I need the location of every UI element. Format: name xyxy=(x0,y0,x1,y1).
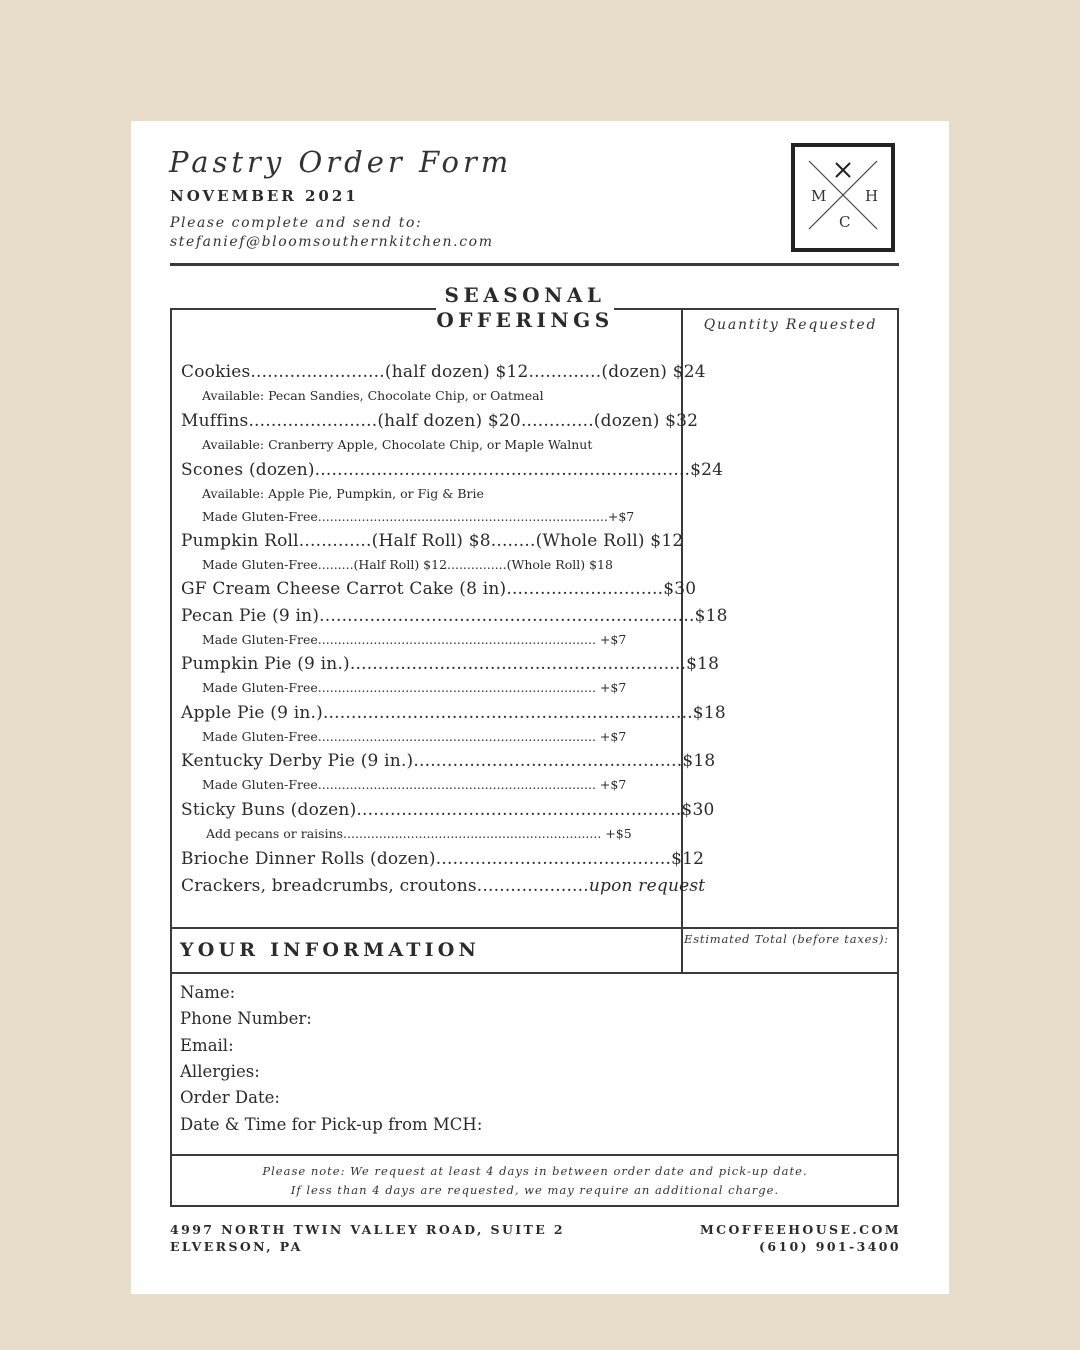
menu-item-text: Available: Pecan Sandies, Chocolate Chip, or Oatmeal xyxy=(202,388,544,403)
menu-item-text: Sticky Buns (dozen)..........................................................$30 xyxy=(181,800,715,820)
menu-item-detail xyxy=(202,680,626,695)
menu-item-text: Pecan Pie (9 in)...................................................................$18 xyxy=(181,606,728,626)
menu-item-text: Add pecans or raisins................................................................. +$5 xyxy=(202,826,632,841)
menu-item-text: Made Gluten-Free.........(Half Roll) $12...............(Whole Roll) $18 xyxy=(202,557,613,572)
menu-item xyxy=(181,800,714,820)
logo-letter-m: M xyxy=(811,187,827,205)
menu-item-text: Scones (dozen)...................................................................$24 xyxy=(181,460,724,480)
menu-item-text: Made Gluten-Free...................................................................... +$7 xyxy=(202,777,627,792)
menu-item-text: Made Gluten-Free...................................................................... +$7 xyxy=(202,680,627,695)
your-information-heading: YOUR INFORMATION xyxy=(180,939,481,961)
menu-item-detail xyxy=(202,729,626,744)
menu-item-text: Brioche Dinner Rolls (dozen)..........................................$12 xyxy=(181,849,705,869)
menu-item xyxy=(181,579,696,599)
menu-item xyxy=(181,654,719,674)
send-instruction: Please complete and send to: xyxy=(170,215,423,231)
seasonal-offerings-heading xyxy=(436,283,614,333)
menu-item-detail xyxy=(202,388,544,403)
menu-item-text: Made Gluten-Free...................................................................... +$7 xyxy=(202,632,627,647)
menu-item-text: Crackers, breadcrumbs, croutons.................... xyxy=(181,876,589,896)
note-box xyxy=(170,1154,899,1207)
seasonal-heading-line1: SEASONAL xyxy=(444,283,606,307)
mch-logo xyxy=(791,143,895,252)
menu-item-detail xyxy=(202,437,592,452)
menu-item xyxy=(181,411,698,431)
menu-item-text: Available: Cranberry Apple, Chocolate Chip, or Maple Walnut xyxy=(202,437,593,452)
menu-item-text: Pumpkin Pie (9 in.)............................................................$18 xyxy=(181,654,720,674)
seasonal-heading-line2: OFFERINGS xyxy=(436,308,614,332)
note-line-2: If less than 4 days are requested, we may require an additional charge. xyxy=(290,1183,780,1197)
field-pickup-datetime: Date & Time for Pick-up from MCH: xyxy=(180,1115,483,1134)
field-order-date: Order Date: xyxy=(180,1088,280,1107)
logo-letter-c: C xyxy=(839,213,851,231)
menu-item-text: Pumpkin Roll.............(Half Roll) $8........(Whole Roll) $12 xyxy=(181,531,684,551)
menu-item-detail xyxy=(202,557,613,572)
menu-item-text: Kentucky Derby Pie (9 in.)................................................$18 xyxy=(181,751,716,771)
menu-item-text: Muffins.......................(half dozen) $20.............(dozen) $32 xyxy=(181,411,699,431)
footer-phone: (610) 901-3400 xyxy=(759,1239,901,1254)
menu-item-text: Made Gluten-Free...................................................................... +$7 xyxy=(202,729,627,744)
send-email: stefanief@bloomsouthernkitchen.com xyxy=(170,234,494,250)
menu-item-detail xyxy=(202,777,626,792)
estimated-total-label: Estimated Total (before taxes): xyxy=(684,932,889,946)
logo-letter-h: H xyxy=(865,187,879,205)
menu-item-text: Made Gluten-Free.........................................................................+$7 xyxy=(202,509,635,524)
menu-item-text: Available: Apple Pie, Pumpkin, or Fig & Brie xyxy=(202,486,484,501)
form-title: Pastry Order Form xyxy=(169,145,513,179)
menu-item-detail xyxy=(202,632,626,647)
field-phone-number: Phone Number: xyxy=(180,1009,312,1028)
field-name: Name: xyxy=(180,983,236,1002)
menu-item xyxy=(181,751,715,771)
menu-item xyxy=(181,849,704,869)
menu-item-text: Cookies........................(half dozen) $12.............(dozen) $24 xyxy=(181,362,706,382)
field-allergies: Allergies: xyxy=(180,1062,260,1081)
field-email: Email: xyxy=(180,1036,234,1055)
menu-item xyxy=(181,531,683,551)
footer-address-line1: 4997 NORTH TWIN VALLEY ROAD, SUITE 2 xyxy=(170,1222,565,1237)
menu-item-detail xyxy=(202,509,634,524)
footer-website: MCOFFEEHOUSE.COM xyxy=(699,1222,901,1237)
footer-address-line2: ELVERSON, PA xyxy=(170,1239,303,1254)
form-month: NOVEMBER 2021 xyxy=(170,187,359,205)
menu-item-text: GF Cream Cheese Carrot Cake (8 in)............................$30 xyxy=(181,579,697,599)
menu-item-detail xyxy=(202,486,484,501)
menu-item xyxy=(181,606,728,626)
menu-item-detail xyxy=(202,826,632,841)
menu-item xyxy=(181,362,706,382)
header-divider xyxy=(170,263,899,266)
menu-item-text: Apple Pie (9 in.)..................................................................$18 xyxy=(181,703,726,723)
menu-item xyxy=(181,703,726,723)
menu-item xyxy=(181,460,723,480)
quantity-requested-heading: Quantity Requested xyxy=(703,317,878,333)
note-line-1: Please note: We request at least 4 days in between order date and pick-up date. xyxy=(262,1164,808,1178)
order-form-sheet xyxy=(131,121,949,1294)
menu-item-italic-note: upon request xyxy=(588,876,706,896)
menu-item xyxy=(181,876,705,896)
